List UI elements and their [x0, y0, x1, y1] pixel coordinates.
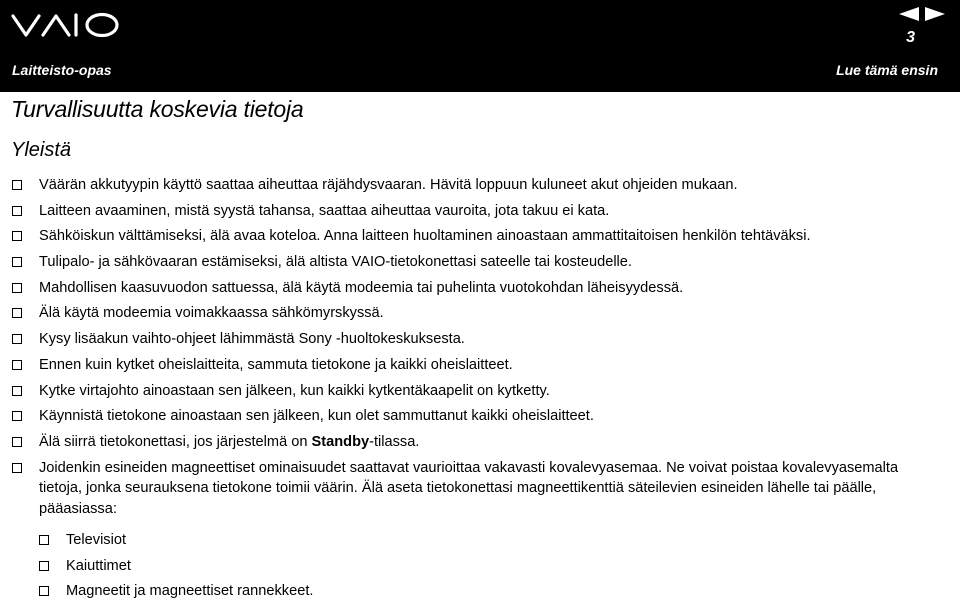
list-item: Sähköiskun välttämiseksi, älä avaa koteloa. Anna laitteen huoltaminen ainoastaan ammattitaitoisen henkilön tehtäväksi.	[12, 226, 942, 247]
sub-list-item: Kaiuttimet	[39, 556, 942, 577]
list-item: Käynnistä tietokone ainoastaan sen jälkeen, kun olet sammuttanut kaikki oheislaitteet.	[12, 406, 942, 427]
page-header	[0, 0, 960, 92]
checkbox-bullet-icon	[12, 437, 22, 447]
checkbox-bullet-icon	[39, 561, 49, 571]
page-number: 3	[906, 29, 915, 46]
list-item: Väärän akkutyypin käyttö saattaa aiheuttaa räjähdysvaaran. Hävitä loppuun kuluneet akut ohjeiden mukaan.	[12, 175, 942, 196]
checkbox-bullet-icon	[39, 586, 49, 596]
checkbox-bullet-icon	[12, 231, 22, 241]
sub-list-item: Televisiot	[39, 530, 942, 551]
next-arrow-icon[interactable]	[924, 6, 946, 22]
checkbox-bullet-icon	[12, 308, 22, 318]
magnet-sources-list	[39, 530, 942, 602]
standby-term: Standby	[311, 433, 370, 450]
breadcrumb-section-link[interactable]: Lue tämä ensin	[836, 62, 938, 78]
vaio-logo	[10, 10, 122, 40]
list-item: Mahdollisen kaasuvuodon sattuessa, älä käytä modeemia tai puhelinta vuotokohdan läheisyydessä.	[12, 278, 942, 299]
checkbox-bullet-icon	[12, 180, 22, 190]
list-item-magnets: Joidenkin esineiden magneettiset ominaisuudet saattavat vaurioittaa vakavasti kovalevyasemaa. Ne voivat poistaa kovalevyasemalta tietoja, jonka seurauksena tietokone toimii väärin. Älä aseta tietokonettasi magneettikenttiä säteilevien esineiden lähelle tai päälle, pääasiassa: Televisiot Kaiuttimet Magneetit ja magneettiset rannekkeet.	[12, 458, 942, 602]
checkbox-bullet-icon	[12, 334, 22, 344]
list-item: Kytke virtajohto ainoastaan sen jälkeen, kun kaikki kytkentäkaapelit on kytketty.	[12, 381, 942, 402]
page-navigation	[898, 6, 946, 22]
breadcrumb-guide-link[interactable]: Laitteisto-opas	[12, 62, 112, 78]
checkbox-bullet-icon	[12, 463, 22, 473]
list-item: Tulipalo- ja sähkövaaran estämiseksi, älä altista VAIO-tietokonettasi sateelle tai kosteudelle.	[12, 252, 942, 273]
list-item: Kysy lisäakun vaihto-ohjeet lähimmästä Sony -huoltokeskuksesta.	[12, 329, 942, 350]
list-item-standby: Älä siirrä tietokonettasi, jos järjestelmä on Standby-tilassa.	[12, 432, 942, 453]
sub-list-item: Magneetit ja magneettiset rannekkeet.	[39, 581, 942, 602]
checkbox-bullet-icon	[12, 386, 22, 396]
checkbox-bullet-icon	[12, 206, 22, 216]
list-item: Ennen kuin kytket oheislaitteita, sammuta tietokone ja kaikki oheislaitteet.	[12, 355, 942, 376]
list-item: Laitteen avaaminen, mistä syystä tahansa, saattaa aiheuttaa vauroita, jota takuu ei kata.	[12, 201, 942, 222]
prev-arrow-icon[interactable]	[898, 6, 920, 22]
section-heading: Yleistä	[11, 139, 72, 161]
checkbox-bullet-icon	[12, 411, 22, 421]
page-title: Turvallisuutta koskevia tietoja	[11, 96, 304, 122]
checkbox-bullet-icon	[12, 360, 22, 370]
checkbox-bullet-icon	[39, 535, 49, 545]
list-item: Älä käytä modeemia voimakkaassa sähkömyrskyssä.	[12, 303, 942, 324]
checkbox-bullet-icon	[12, 283, 22, 293]
checkbox-bullet-icon	[12, 257, 22, 267]
safety-list	[12, 175, 942, 607]
